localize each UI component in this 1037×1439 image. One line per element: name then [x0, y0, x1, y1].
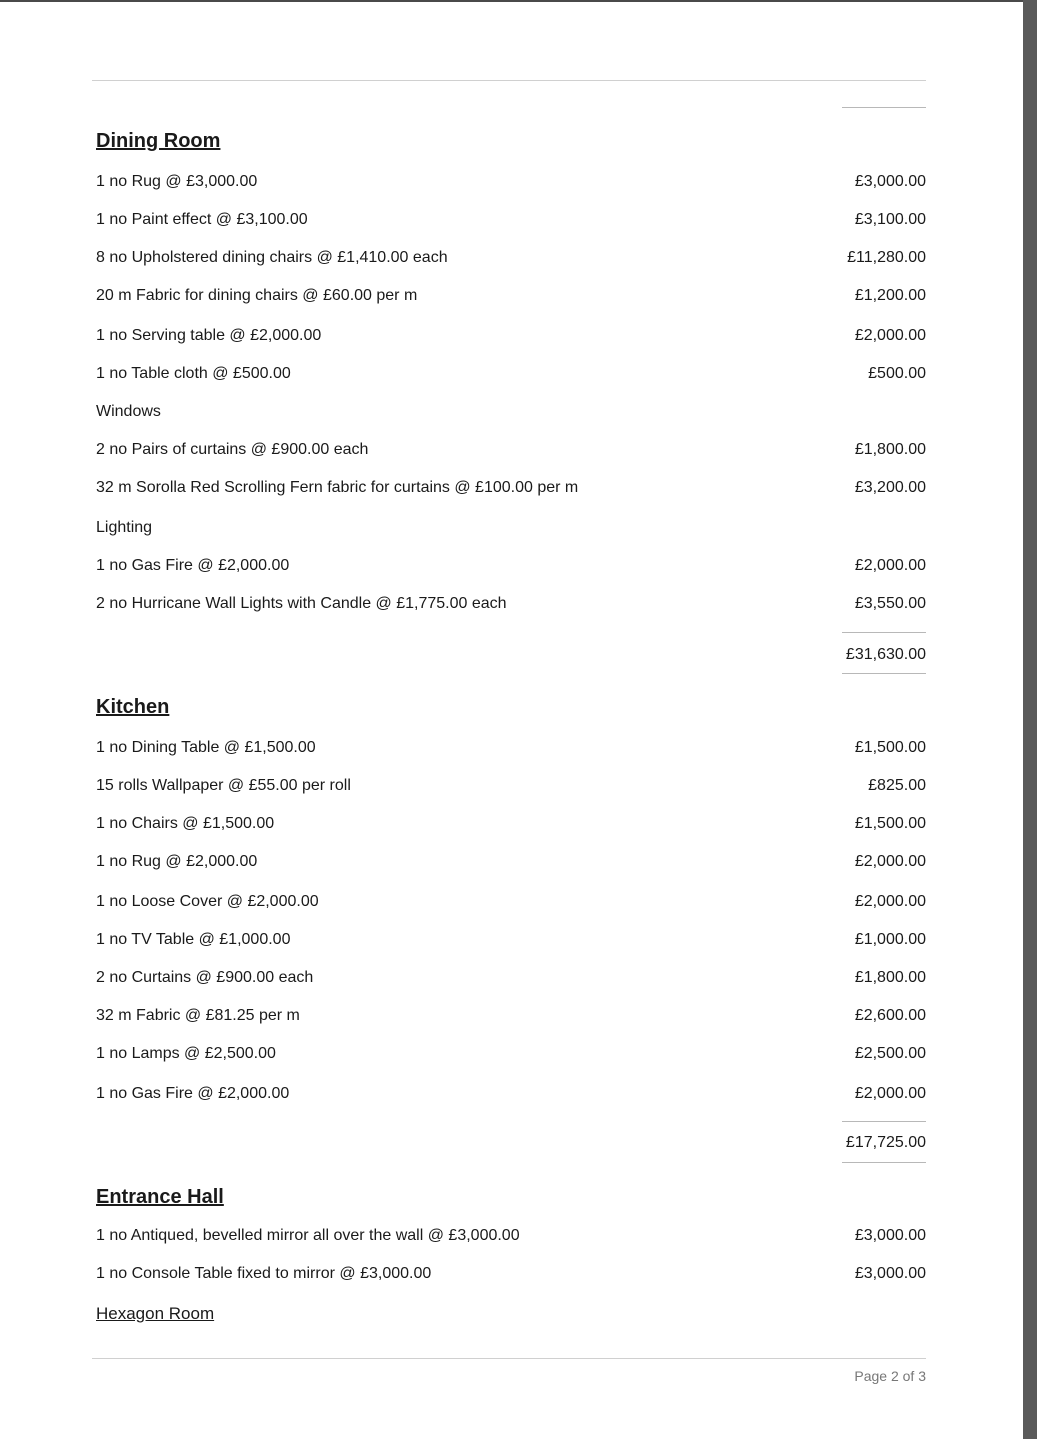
line-item: [96, 285, 926, 307]
item-amount: £3,000.00: [854, 173, 926, 190]
item-amount: £11,280.00: [847, 249, 926, 266]
item-description: 1 no Rug @ £2,000.00: [96, 853, 258, 870]
line-item: [96, 1043, 926, 1065]
item-description: 1 no Serving table @ £2,000.00: [96, 327, 322, 344]
item-amount: £3,200.00: [854, 479, 926, 496]
item-amount: £1,500.00: [854, 815, 926, 832]
item-amount: £1,000.00: [854, 931, 926, 948]
item-amount: £3,000.00: [854, 1227, 926, 1244]
item-description: 1 no Console Table fixed to mirror @ £3,000.00: [96, 1265, 432, 1282]
item-amount: £1,800.00: [854, 969, 926, 986]
line-item: [96, 1005, 926, 1027]
page-number: Page 2 of 3: [854, 1368, 926, 1384]
section-total-dining-room: £31,630.00: [845, 646, 926, 663]
item-description: 1 no TV Table @ £1,000.00: [96, 931, 291, 948]
subtotal-line-top: [842, 1121, 926, 1122]
item-amount: £2,000.00: [854, 1085, 926, 1102]
item-description: 15 rolls Wallpaper @ £55.00 per roll: [96, 777, 351, 794]
subtotal-line-bottom: [842, 673, 926, 674]
item-description: 20 m Fabric for dining chairs @ £60.00 per m: [96, 287, 418, 304]
item-description: 1 no Lamps @ £2,500.00: [96, 1045, 276, 1062]
item-amount: £3,550.00: [854, 595, 926, 612]
item-amount: £2,000.00: [854, 557, 926, 574]
section-heading-hexagon-room: Hexagon Room: [96, 1304, 215, 1323]
line-item: [96, 775, 926, 797]
line-item: [96, 851, 926, 873]
line-item: [96, 247, 926, 269]
item-amount: £500.00: [868, 365, 926, 382]
line-item: [96, 891, 926, 913]
item-amount: £3,000.00: [854, 1265, 926, 1282]
item-description: 2 no Curtains @ £900.00 each: [96, 969, 314, 986]
item-description: 1 no Rug @ £3,000.00: [96, 173, 258, 190]
line-item: [96, 593, 926, 615]
line-item: [96, 555, 926, 577]
item-amount: £3,100.00: [854, 211, 926, 228]
item-amount: £1,200.00: [854, 287, 926, 304]
line-item: [96, 439, 926, 461]
item-amount: £2,600.00: [854, 1007, 926, 1024]
line-item: [96, 967, 926, 989]
line-item: [96, 477, 926, 499]
page-top-edge: [0, 0, 1023, 2]
section-total-kitchen: £17,725.00: [845, 1134, 926, 1151]
item-amount: £825.00: [868, 777, 926, 794]
line-item: [96, 929, 926, 951]
item-description: 1 no Loose Cover @ £2,000.00: [96, 893, 319, 910]
section-heading-dining-room: Dining Room: [96, 130, 221, 152]
header-rule: [92, 80, 926, 81]
item-description: 2 no Pairs of curtains @ £900.00 each: [96, 441, 369, 458]
item-description: 1 no Antiqued, bevelled mirror all over the wall @ £3,000.00: [96, 1227, 520, 1244]
item-description: 1 no Dining Table @ £1,500.00: [96, 739, 316, 756]
item-amount: £2,500.00: [854, 1045, 926, 1062]
line-item: [96, 737, 926, 759]
item-description: 1 no Paint effect @ £3,100.00: [96, 211, 308, 228]
subsection-label-lighting: Lighting: [96, 519, 153, 536]
item-amount: £2,000.00: [854, 327, 926, 344]
line-item: [96, 209, 926, 231]
item-description: 32 m Fabric @ £81.25 per m: [96, 1007, 300, 1024]
footer-rule: [92, 1358, 926, 1359]
section-heading-entrance-hall: Entrance Hall: [96, 1186, 224, 1208]
item-amount: £2,000.00: [854, 853, 926, 870]
subtotal-line-bottom: [842, 1162, 926, 1163]
item-description: 32 m Sorolla Red Scrolling Fern fabric for curtains @ £100.00 per m: [96, 479, 579, 496]
item-description: 2 no Hurricane Wall Lights with Candle @ £1,775.00 each: [96, 595, 507, 612]
line-item: [96, 171, 926, 193]
line-item: [96, 1263, 926, 1285]
item-description: 1 no Gas Fire @ £2,000.00: [96, 1085, 290, 1102]
line-item: [96, 1225, 926, 1247]
line-item: [96, 363, 926, 385]
item-description: 1 no Chairs @ £1,500.00: [96, 815, 275, 832]
page-right-edge: [1023, 0, 1037, 1439]
item-amount: £2,000.00: [854, 893, 926, 910]
line-item: [96, 325, 926, 347]
item-description: 8 no Upholstered dining chairs @ £1,410.00 each: [96, 249, 448, 266]
line-item: [96, 813, 926, 835]
line-item: [96, 1083, 926, 1105]
item-amount: £1,500.00: [854, 739, 926, 756]
subtotal-line-top: [842, 632, 926, 633]
section-heading-kitchen: Kitchen: [96, 696, 170, 718]
item-description: 1 no Table cloth @ £500.00: [96, 365, 291, 382]
carry-over-line: [842, 107, 926, 108]
item-amount: £1,800.00: [854, 441, 926, 458]
item-description: 1 no Gas Fire @ £2,000.00: [96, 557, 290, 574]
subsection-label-windows: Windows: [96, 403, 161, 420]
